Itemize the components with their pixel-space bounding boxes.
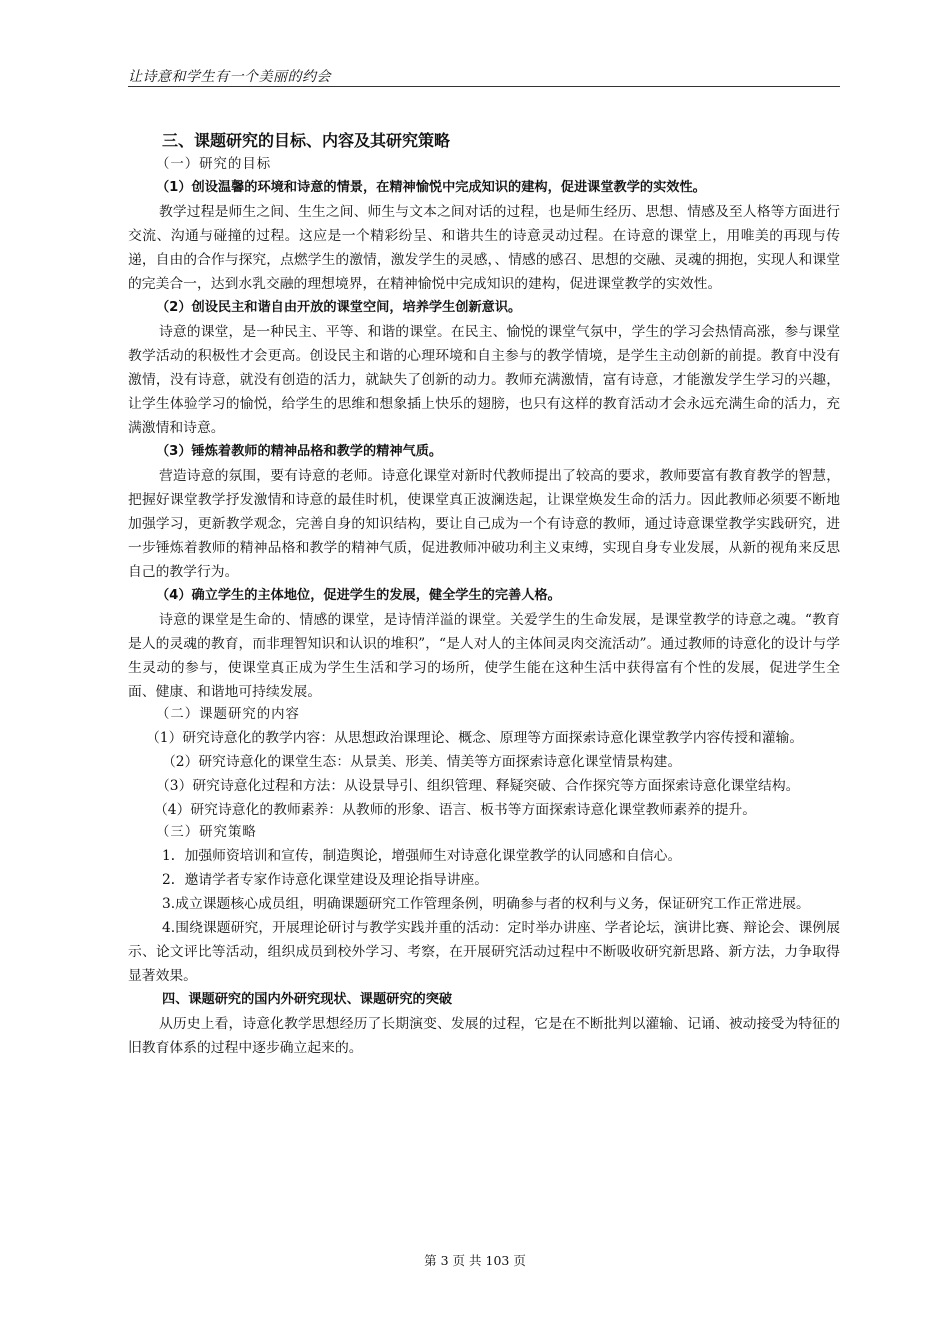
goal-1-body: 教学过程是师生之间、生生之间、师生与文本之间对话的过程，也是师生经历、思想、情感及至人格等方面进行交流、沟通与碰撞的过程。这应是一个精彩纷呈、和谐共生的诗意灵动过程。在诗意的课堂上，用唯美的再现与传递，自由的合作与探究，点燃学生的激情，激发学生的灵感，、情感的感召、思想的交融、灵魂的拥抱，实现人和课堂的完美合一，达到水乳交融的理想境界，在精神愉悦中完成知识的建构，促进课堂教学的实效性。 xyxy=(128,204,840,292)
section-4-body: 从历史上看，诗意化教学思想经历了长期演变、发展的过程，它是在不断批判以灌输、记诵、被动接受为特征的旧教育体系的过程中逐步确立起来的。 xyxy=(128,1016,840,1056)
section-3-heading: 三、课题研究的目标、内容及其研究策略 xyxy=(162,131,451,150)
content-item-4: （4）研究诗意化的教师素养：从教师的形象、语言、板书等方面探索诗意化课堂教师素养的提升。 xyxy=(154,802,757,818)
content-item-3: （3）研究诗意化过程和方法：从设景导引、组织管理、释疑突破、合作探究等方面探索诗意化课堂结构。 xyxy=(156,778,800,794)
strategy-item-4: 4.围绕课题研究，开展理论研讨与教学实践并重的活动：定时举办讲座、学者论坛，演讲比赛、辩论会、课例展示、论文评比等活动，组织成员到校外学习、考察，在开展研究活动过程中不断吸收研究新思路、新方法，力争取得显著效果。 xyxy=(128,920,840,984)
header-rule xyxy=(128,86,840,87)
document-body xyxy=(128,128,840,1060)
section-4-heading: 四、课题研究的国内外研究现状、课题研究的突破 xyxy=(162,992,453,1007)
goal-2-body: 诗意的课堂，是一种民主、平等、和谐的课堂。在民主、愉悦的课堂气氛中，学生的学习会热情高涨，参与课堂教学活动的积极性才会更高。创设民主和谐的心理环境和自主参与的教学情境，是学生主动创新的前提。教育中没有激情，没有诗意，就没有创造的活力，就缺失了创新的动力。教师充满激情，富有诗意，才能激发学生学习的兴趣，让学生体验学习的愉悦，给学生的思维和想象插上快乐的翅膀，也只有这样的教育活动才会永远充满生命的活力，充满激情和诗意。 xyxy=(128,324,840,436)
content-item-1: （1）研究诗意化的教学内容：从思想政治课理论、概念、原理等方面探索诗意化课堂教学内容传授和灌输。 xyxy=(146,730,804,746)
goal-4-body: 诗意的课堂是生命的、情感的课堂，是诗情洋溢的课堂。关爱学生的生命发展，是课堂教学的诗意之魂。“教育是人的灵魂的教育，而非理智知识和认识的堆积”，“是人对人的主体间灵肉交流活动”。通过教师的诗意化的设计与学生灵动的参与，使课堂真正成为学生生活和学习的场所，使学生能在这种生活中获得富有个性的发展，促进学生全面、健康、和谐地可持续发展。 xyxy=(128,612,840,700)
content-item-2: （2）研究诗意化的课堂生态：从景美、形美、情美等方面探索诗意化课堂情景构建。 xyxy=(162,754,682,770)
strategy-item-3: 3.成立课题核心成员组，明确课题研究工作管理条例，明确参与者的权利与义务，保证研究工作正常进展。 xyxy=(162,896,810,912)
goal-1-title: （1）创设温馨的环境和诗意的情景，在精神愉悦中完成知识的建构，促进课堂教学的实效性。 xyxy=(156,180,706,195)
goal-2-title: （2）创设民主和谐自由开放的课堂空间，培养学生创新意识。 xyxy=(156,300,522,315)
goal-3-title: （3）锤炼着教师的精神品格和教学的精神气质。 xyxy=(156,444,443,459)
content-heading: （二）课题研究的内容 xyxy=(156,707,300,722)
running-header: 让诗意和学生有一个美丽的约会 xyxy=(128,69,331,85)
goal-3-body: 营造诗意的氛围，要有诗意的老师。诗意化课堂对新时代教师提出了较高的要求，教师要富有教育教学的智慧，把握好课堂教学抒发激情和诗意的最佳时机，使课堂真正波澜迭起，让课堂焕发生命的活力。因此教师必须要不断地加强学习，更新教学观念，完善自身的知识结构，要让自己成为一个有诗意的教师，通过诗意课堂教学实践研究，进一步锤炼着教师的精神品格和教学的精神气质，促进教师冲破功利主义束缚，实现自身专业发展，从新的视角来反思自己的教学行为。 xyxy=(128,468,840,580)
goal-4-title: （4）确立学生的主体地位，促进学生的发展，健全学生的完善人格。 xyxy=(156,588,561,603)
goals-heading: （一）研究的目标 xyxy=(156,157,272,172)
page-number-footer: 第 3 页 共 103 页 xyxy=(424,1253,526,1268)
strategy-heading: （三）研究策略 xyxy=(156,825,257,840)
strategy-item-2: 2．邀请学者专家作诗意化课堂建设及理论指导讲座。 xyxy=(162,872,489,888)
strategy-item-1: 1．加强师资培训和宣传，制造舆论，增强师生对诗意化课堂教学的认同感和自信心。 xyxy=(162,848,682,864)
